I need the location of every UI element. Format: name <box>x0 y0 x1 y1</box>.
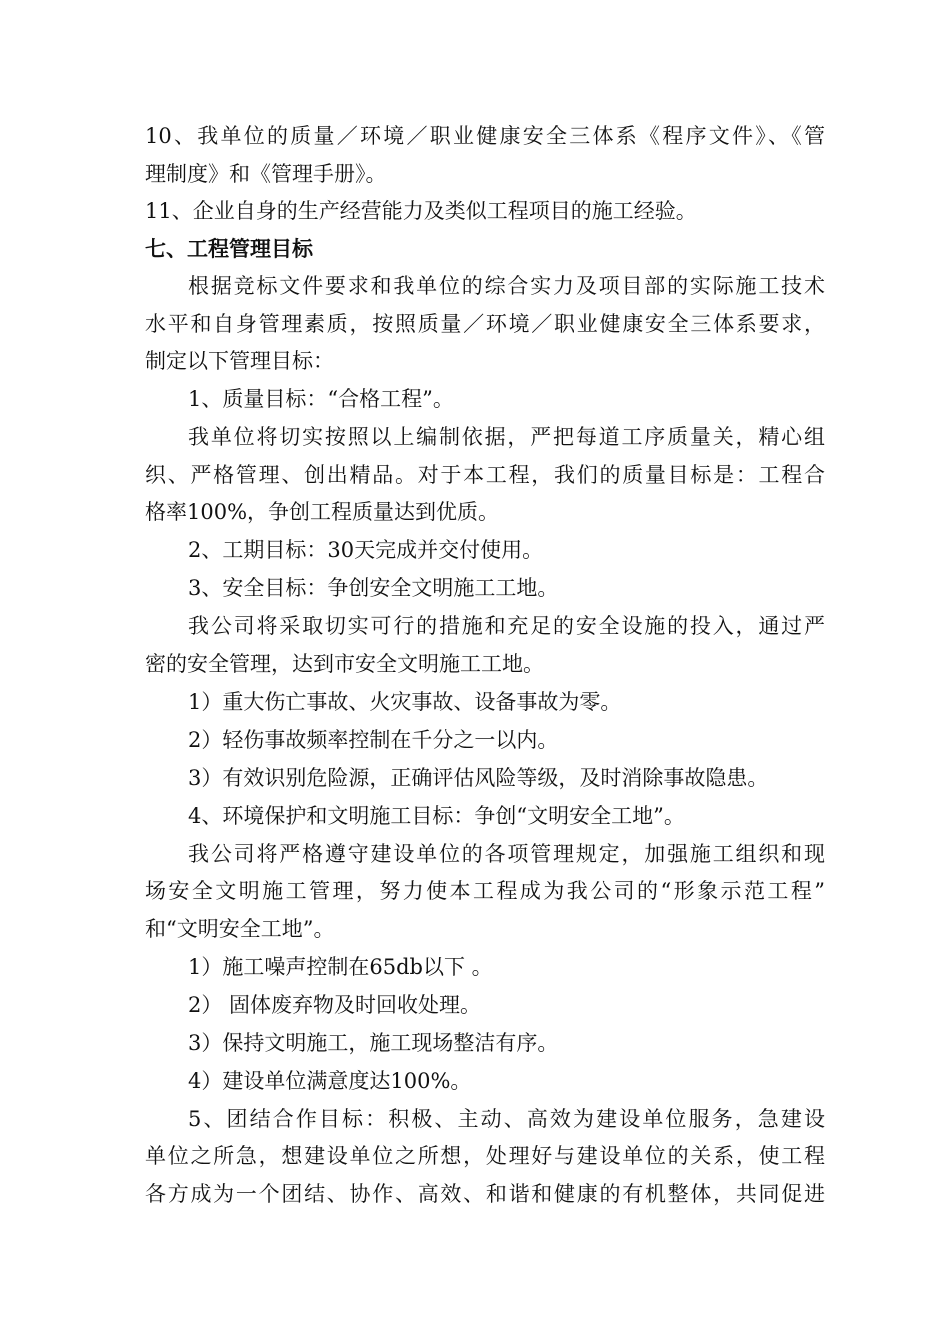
quality-paragraph: 我单位将切实按照以上编制依据，严把每道工序质量关，精心组 <box>188 425 825 449</box>
safety-paragraph: 我公司将采取切实可行的措施和充足的安全设施的投入，通过严 <box>188 614 825 638</box>
safety-goal: 3、安全目标：争创安全文明施工工地。 <box>188 576 559 600</box>
schedule-goal: 2、工期目标：30天完成并交付使用。 <box>188 538 544 562</box>
cooperation-goal-cont: 单位之所急，想建设单位之所想，处理好与建设单位的关系，使工程 <box>145 1144 825 1168</box>
safety-item-3: 3）有效识别危险源，正确评估风险等级，及时消除事故隐患。 <box>188 765 769 790</box>
section-heading: 七、工程管理目标 <box>145 236 313 261</box>
environment-goal: 4、环境保护和文明施工目标：争创“文明安全工地”。 <box>188 803 685 828</box>
cooperation-goal-cont-2: 各方成为一个团结、协作、高效、和谐和健康的有机整体，共同促进 <box>145 1181 825 1206</box>
environment-paragraph: 我公司将严格遵守建设单位的各项管理规定，加强施工组织和现 <box>188 841 825 866</box>
quality-paragraph-cont: 织、严格管理、创出精品。对于本工程，我们的质量目标是：工程合 <box>145 462 825 487</box>
environment-paragraph-end: 和“文明安全工地”。 <box>145 916 335 941</box>
document-page <box>145 118 825 1213</box>
list-item-10: 10、我单位的质量／环境／职业健康安全三体系《程序文件》、《管 <box>145 124 825 148</box>
cooperation-goal: 5、团结合作目标：积极、主动、高效为建设单位服务，急建设 <box>188 1106 825 1131</box>
list-item-11: 11、企业自身的生产经营能力及类似工程项目的施工经验。 <box>145 199 697 223</box>
environment-item-2: 2） 固体废弃物及时回收处理。 <box>188 992 482 1017</box>
list-item-10-cont: 理制度》和《管理手册》。 <box>145 161 387 186</box>
paragraph-intro: 根据竞标文件要求和我单位的综合实力及项目部的实际施工技术 <box>188 274 825 298</box>
quality-goal: 1、质量目标：“合格工程”。 <box>188 387 454 411</box>
paragraph-intro-end: 制定以下管理目标： <box>145 349 334 373</box>
quality-paragraph-end: 格率100%，争创工程质量达到优质。 <box>145 500 500 524</box>
safety-item-1: 1）重大伤亡事故、火灾事故、设备事故为零。 <box>188 689 622 714</box>
environment-item-3: 3）保持文明施工，施工现场整洁有序。 <box>188 1030 559 1055</box>
safety-item-2: 2）轻伤事故频率控制在千分之一以内。 <box>188 727 559 752</box>
environment-item-4: 4）建设单位满意度达100%。 <box>188 1068 472 1093</box>
safety-paragraph-end: 密的安全管理，达到市安全文明施工工地。 <box>145 651 544 676</box>
environment-item-1: 1）施工噪声控制在65db以下 。 <box>188 954 493 979</box>
paragraph-intro-cont: 水平和自身管理素质，按照质量／环境／职业健康安全三体系要求， <box>145 311 825 336</box>
environment-paragraph-cont: 场安全文明施工管理，努力使本工程成为我公司的“形象示范工程” <box>145 879 825 903</box>
